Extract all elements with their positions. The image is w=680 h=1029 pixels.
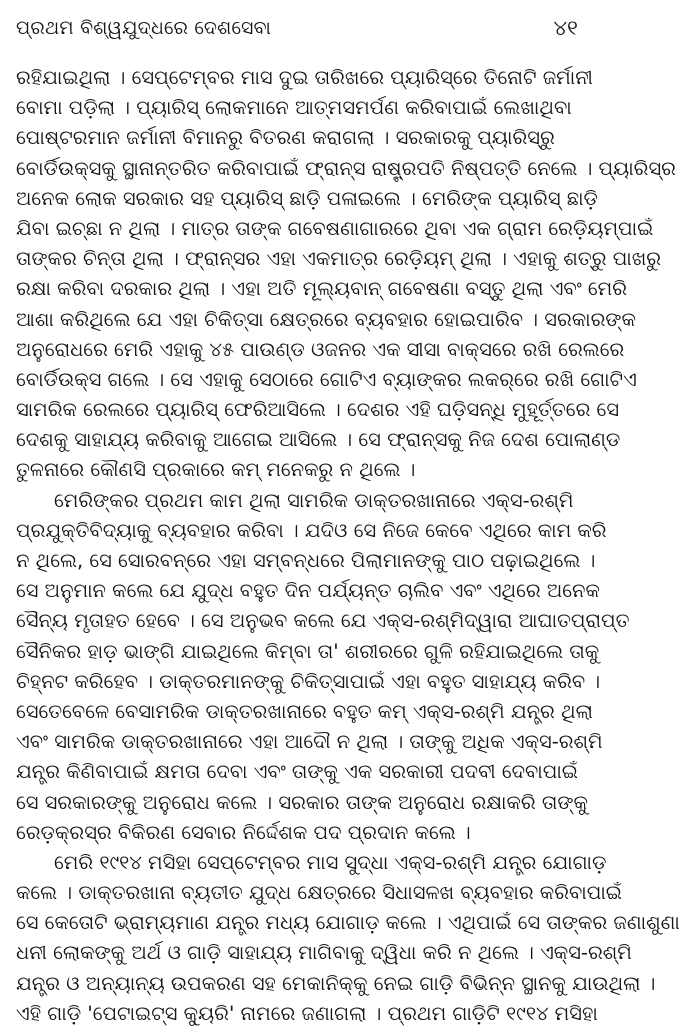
text-line: ସେ କେତୋଟି ଭ୍ରାମ୍ୟମାଣ ଯନ୍ତ୍ର ମଧ୍ୟ ଯୋଗାଡ଼ କଲେ । ଏଥିପାଇଁ ସେ ତାଙ୍କର ଜଣାଶୁଣା [16,911,680,935]
text-line: ରହିଯାଇଥିଲା । ସେପ୍ଟେମ୍ବର ମାସ ଦୁଇ ତାରିଖରେ ପ୍ୟାରିସ୍‌ରେ ତିନୋଟି ଜର୍ମାନୀ [16,66,593,89]
text-line: ମେରି ୧୯୧୪ ମସିହା ସେପ୍ଟେମ୍ବର ମାସ ସୁଦ୍ଧା ଏକ୍ସ-ରଶ୍ମି ଯନ୍ତ୍ର ଯୋଗାଡ଼ [54,850,607,874]
text-line: ଚିହ୍ନଟ କରିହେବ । ଡାକ୍ତରମାନଙ୍କୁ ଚିକିତ୍ସାପାଇଁ ଏହା ବହୁତ ସାହାଯ୍ୟ କରିବ । [16,669,601,693]
text-line: ବୋର୍ଡିଉକ୍ସକୁ ସ୍ଥାନାନ୍ତରିତ କରିବାପାଇଁ ଫ୍ରାନ୍ସ ରାଷ୍ଟ୍ରପତି ନିଷ୍ପତ୍ତି ନେଲେ । ପ୍ୟାରିସ୍‌ର [16,156,676,180]
text-line: ସେ ସରକାରଙ୍କୁ ଅନୁରୋଧ କଲେ । ସରକାର ତାଙ୍କ ଅନୁରୋଧ ରକ୍ଷାକରି ତାଙ୍କୁ [16,790,588,814]
text-line: ରକ୍ଷା କରିବା ଦରକାର ଥିଲା । ଏହା ଅତି ମୂଲ୍ୟବାନ୍ ଗବେଷଣା ବସ୍ତୁ ଥିଲା ଏବଂ ମେରି [16,277,628,301]
text-line: ଆଶା କରିଥିଲେ ଯେ ଏହା ଚିକିତ୍ସା କ୍ଷେତ୍ରରେ ବ୍ୟବହାର ହୋଇପାରିବ । ସରକାରଙ୍କ [16,307,636,331]
text-line: ସେତେବେଳେ ବେସାମରିକ ଡାକ୍ତରଖାନାରେ ବହୁତ କମ୍ ଏକ୍ସ-ରଶ୍ମି ଯନ୍ତ୍ର ଥିଲା [16,699,593,723]
page-header [16,14,578,42]
body-text [16,63,680,1029]
text-line: ପ୍ରଯୁକ୍ତିବିଦ୍ୟାକୁ ବ୍ୟବହାର କରିବା । ଯଦିଓ ସେ ନିଜେ କେବେ ଏଥିରେ କାମ କରି [16,518,607,542]
paragraph [16,63,676,486]
text-line: ମେରିଙ୍କର ପ୍ରଥମ କାମ ଥିଲା ସାମରିକ ଡାକ୍ତରଖାନାରେ ଏକ୍ସ-ରଶ୍ମି [54,488,574,512]
text-line: ଏବଂ ସାମରିକ ଡାକ୍ତରଖାନାରେ ଏହା ଆଦୌ ନ ଥିଲା । ତାଙ୍କୁ ଅଧିକ ଏକ୍ସ-ରଶ୍ମି [16,730,603,754]
text-line: ଯନ୍ତ୍ର କିଣିବାପାଇଁ କ୍ଷମତା ଦେବା ଏବଂ ତାଙ୍କୁ ଏକ ସରକାରୀ ପଦବୀ ଦେବାପାଇଁ [16,760,579,784]
text-line: ବୋମା ପଡ଼ିଲା । ପ୍ୟାରିସ୍ ଲୋକମାନେ ଆତ୍ମସମର୍ପଣ କରିବାପାଇଁ ଲେଖାଥିବା [16,96,572,120]
text-line: ତୁଳନାରେ କୌଣସି ପ୍ରକାରେ କମ୍ ମନେକରୁ ନ ଥିଲେ । [16,458,416,482]
text-line: ଯନ୍ତ୍ର ଓ ଅନ୍ୟାନ୍ୟ ଉପକରଣ ସହ ମେକାନିକ୍‌କୁ ନେଇ ଗାଡ଼ି ବିଭିନ୍ନ ସ୍ଥାନକୁ ଯାଉଥିଲା । [16,971,656,995]
paragraph [16,848,680,1029]
page-number: ୪୧ [553,15,578,40]
text-line: ସୈନିକର ହାଡ଼ ଭାଙ୍ଗି ଯାଇଥିଲେ କିମ୍ବା ତା' ଶରୀରରେ ଗୁଳି ରହିଯାଇଥିଲେ ତାକୁ [16,639,600,663]
text-line: ସୈନ୍ୟ ମୃତାହତ ହେବେ । ସେ ଅନୁଭବ କଲେ ଯେ ଏକ୍ସ-ରଶ୍ମିଦ୍ୱାରା ଆଘାତପ୍ରାପ୍ତ [16,609,630,633]
text-line: ତାଙ୍କର ଚିନ୍ତା ଥିଲା । ଫ୍ରାନ୍ସର ଏହା ଏକମାତ୍ର ରେଡ଼ିୟମ୍ ଥିଲା । ଏହାକୁ ଶତ୍ରୁ ପାଖରୁ [16,247,662,271]
text-line: ପୋଷ୍ଟରମାନ ଜର୍ମାନୀ ବିମାନରୁ ବିତରଣ କରାଗଲା । ସରକାରକୁ ପ୍ୟାରିସ୍‌ରୁ [16,126,555,150]
text-line: ନ ଥିଲେ, ସେ ସୋରବନ୍‌ରେ ଏହା ସମ୍ବନ୍ଧରେ ପିଲାମାନଙ୍କୁ ପାଠ ପଢ଼ାଇଥିଲେ । [16,549,596,572]
text-line: ବୋର୍ଡିଉକ୍ସ ଗଲେ । ସେ ଏହାକୁ ସେଠାରେ ଗୋଟିଏ ବ୍ୟାଙ୍କର ଲକର୍‌ରେ ରଖି ଗୋଟିଏ [16,367,637,391]
text-line: ଯିବା ଇଚ୍ଛା ନ ଥିଲା । ମାତ୍ର ତାଙ୍କ ଗବେଷଣାଗାରରେ ଥିବା ଏକ ଗ୍ରାମ ରେଡ଼ିୟମ୍‌ପାଇଁ [16,216,654,240]
text-line: ଏହି ଗାଡ଼ି 'ପେଟାଇଟ୍‌ସ କ୍ୟୁରି' ନାମରେ ଜଣାଗଲା । ପ୍ରଥମ ଗାଡ଼ିଟି ୧୯୧୪ ମସିହା [16,1001,598,1025]
text-line: ଧନୀ ଲୋକଙ୍କୁ ଅର୍ଥ ଓ ଗାଡ଼ି ସାହାଯ୍ୟ ମାଗିବାକୁ ଦ୍ୱିଧା କରି ନ ଥିଲେ । ଏକ୍ସ-ରଶ୍ମି [16,941,632,965]
text-line: ଦେଶକୁ ସାହାଯ୍ୟ କରିବାକୁ ଆଗେଇ ଆସିଲେ । ସେ ଫ୍ରାନ୍ସକୁ ନିଜ ଦେଶ ପୋଲାଣ୍ଡ [16,428,621,452]
text-line: କଲେ । ଡାକ୍ତରଖାନା ବ୍ୟତୀତ ଯୁଦ୍ଧ କ୍ଷେତ୍ରରେ ସିଧାସଳଖ ବ୍ୟବହାର କରିବାପାଇଁ [16,881,623,905]
text-line: ସାମରିକ ରେଲରେ ପ୍ୟାରିସ୍ ଫେରିଆସିଲେ । ଦେଶର ଏହି ଘଡ଼ିସନ୍ଧି ମୁହୂର୍ତ୍ତରେ ସେ [16,398,620,422]
text-line: ରେଡ଼କ୍ରସ୍‌ର ବିକିରଣ ସେବାର ନିର୍ଦ୍ଦେଶକ ପଦ ପ୍ରଦାନ କଲେ । [16,820,471,844]
paragraph [16,486,630,848]
text-line: ଅନୁରୋଧରେ ମେରି ଏହାକୁ ୪୫ ପାଉଣ୍ଡ ଓଜନର ଏକ ସୀସା ବାକ୍ସରେ ରଖି ରେଲରେ [16,337,625,361]
text-line: ଅନେକ ଲୋକ ସରକାର ସହ ପ୍ୟାରିସ୍ ଛାଡ଼ି ପଳାଇଲେ । ମେରିଙ୍କ ପ୍ୟାରିସ୍ ଛାଡ଼ି [16,186,599,210]
running-title: ପ୍ରଥମ ବିଶ୍ୱଯୁଦ୍ଧରେ ଦେଶସେବା [16,17,272,39]
text-line: ସେ ଅନୁମାନ କଲେ ଯେ ଯୁଦ୍ଧ ବହୁତ ଦିନ ପର୍ଯ୍ୟନ୍ତ ଚାଲିବ ଏବଂ ଏଥିରେ ଅନେକ [16,579,600,603]
